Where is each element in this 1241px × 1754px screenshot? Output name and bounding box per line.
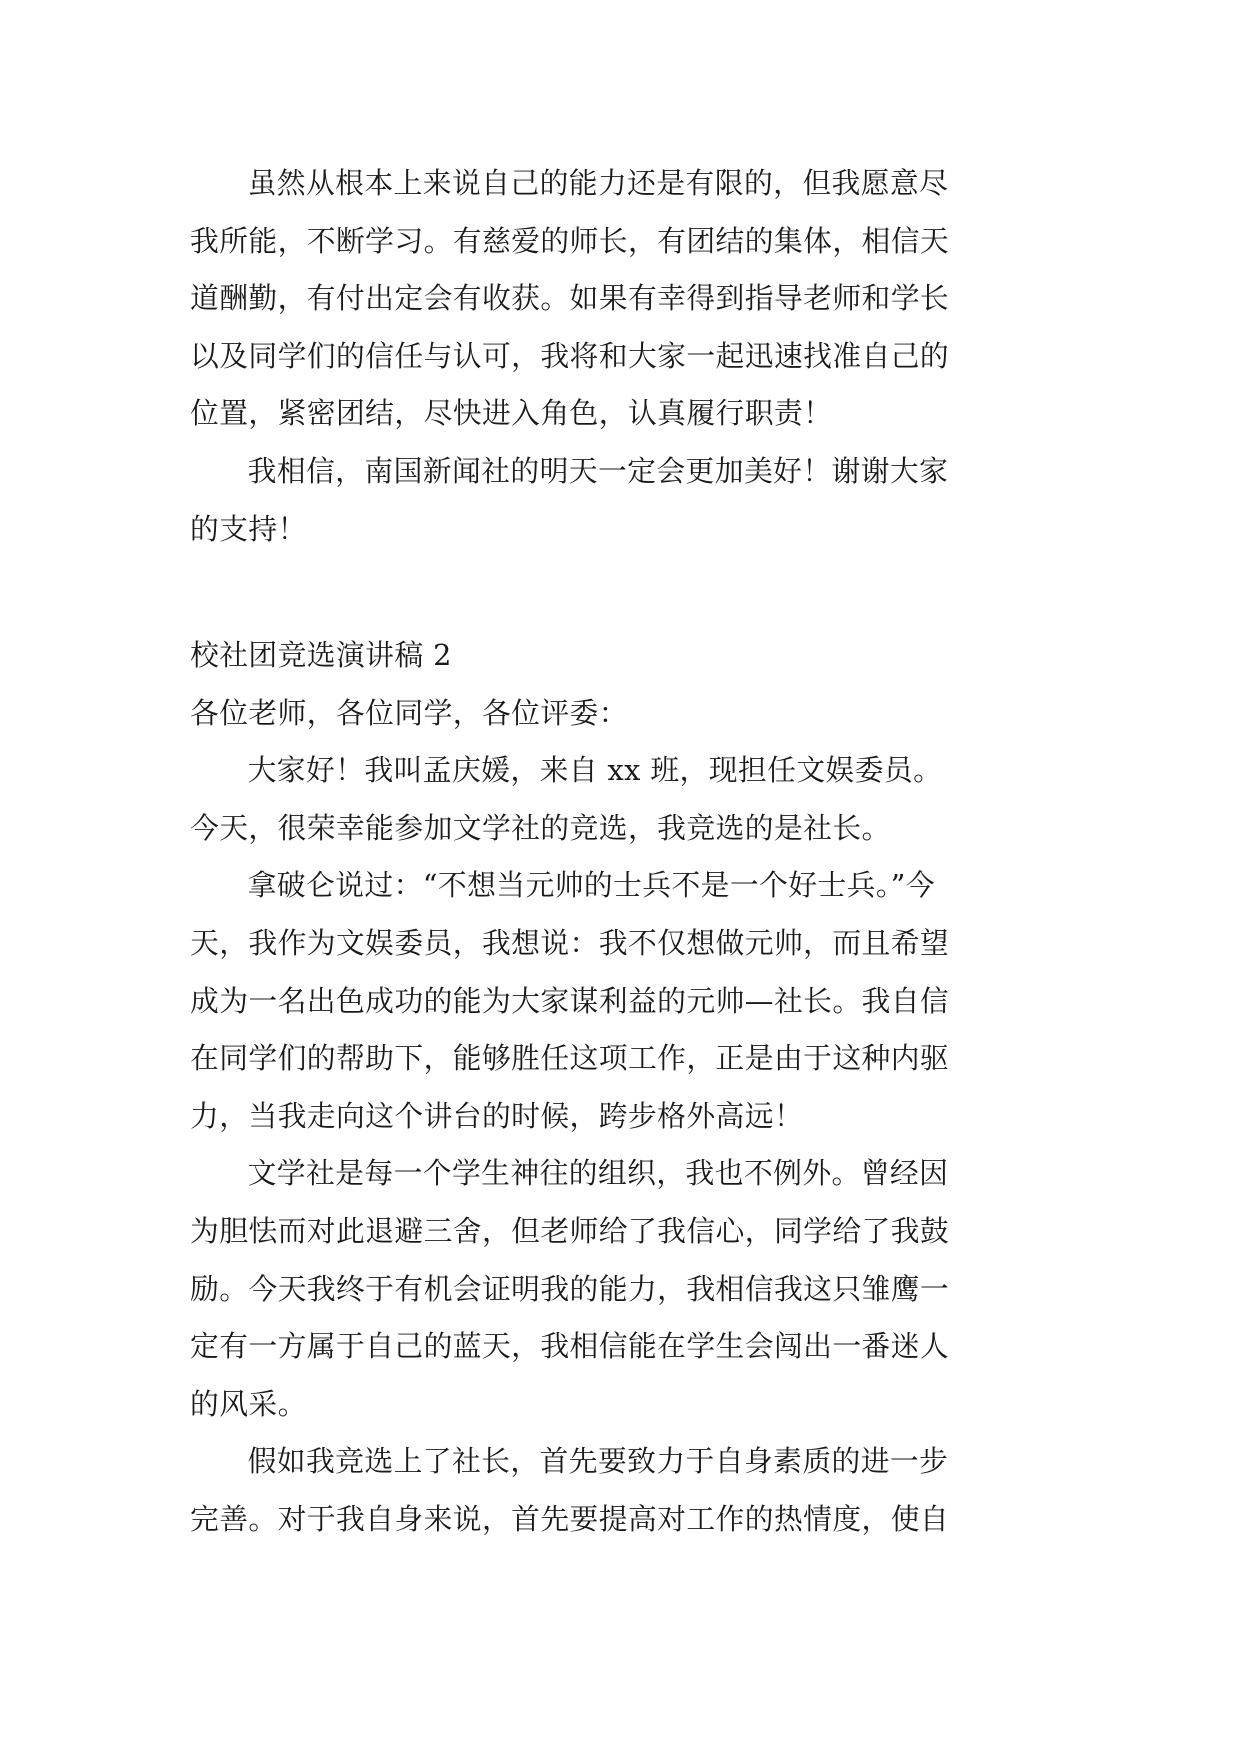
text-line: 力，当我走向这个讲台的时候，跨步格外高远！ bbox=[190, 1098, 804, 1133]
text-line: 虽然从根本上来说自己的能力还是有限的，但我愿意尽 bbox=[247, 166, 949, 200]
paragraph-napoleon-quote bbox=[190, 857, 1054, 1145]
text-line: 成为一名出色成功的能为大家谋利益的元帅—社长。我自信 bbox=[190, 983, 950, 1018]
text-line: 为胆怯而对此退避三舍，但老师给了我信心，同学给了我鼓 bbox=[190, 1213, 950, 1248]
paragraph-if-elected bbox=[190, 1433, 1054, 1548]
text-line: 我相信，南国新闻社的明天一定会更加美好！谢谢大家 bbox=[247, 453, 949, 488]
paragraph-literary-club bbox=[190, 1145, 1054, 1433]
paragraph-introduction bbox=[190, 742, 1054, 857]
text-line: 道酬勤，有付出定会有收获。如果有幸得到指导老师和学长 bbox=[190, 281, 950, 316]
text-line: 位置，紧密团结，尽快进入角色，认真履行职责！ bbox=[190, 396, 833, 431]
heading-text: 校社团竞选演讲稿 2 bbox=[190, 638, 452, 672]
text-line: 定有一方属于自己的蓝天，我相信能在学生会闯出一番迷人 bbox=[190, 1329, 950, 1364]
text-block-speech-2 bbox=[190, 627, 1054, 1549]
text-line: 大家好！我叫孟庆媛，来自 xx 班，现担任文娱委员。 bbox=[247, 753, 943, 788]
text-line: 假如我竞选上了社长，首先要致力于自身素质的进一步 bbox=[247, 1444, 949, 1479]
text-line: 文学社是每一个学生神往的组织，我也不例外。曾经因 bbox=[247, 1156, 949, 1191]
text-line: 在同学们的帮助下，能够胜任这项工作，正是由于这种内驱 bbox=[190, 1041, 950, 1076]
salutation-text: 各位老师，各位同学，各位评委： bbox=[190, 695, 628, 730]
section-heading bbox=[190, 627, 1054, 685]
paragraph-capability bbox=[190, 155, 1054, 443]
text-block-top bbox=[190, 155, 1054, 558]
text-line: 完善。对于我自身来说，首先要提高对工作的热情度，使自 bbox=[190, 1501, 950, 1536]
text-line: 以及同学们的信任与认可，我将和大家一起迅速找准自己的 bbox=[190, 338, 950, 373]
text-line: 的风采。 bbox=[190, 1386, 307, 1421]
text-line: 拿破仑说过：“不想当元帅的士兵不是一个好士兵。”今 bbox=[247, 868, 935, 903]
text-line: 今天，很荣幸能参加文学社的竞选，我竞选的是社长。 bbox=[190, 810, 891, 845]
text-line: 的支持！ bbox=[190, 511, 307, 546]
salutation bbox=[190, 685, 1054, 743]
paragraph-closing bbox=[190, 443, 1054, 558]
text-line: 励。今天我终于有机会证明我的能力，我相信我这只雏鹰一 bbox=[190, 1271, 950, 1306]
text-line: 天，我作为文娱委员，我想说：我不仅想做元帅，而且希望 bbox=[190, 925, 950, 960]
text-line: 我所能，不断学习。有慈爱的师长，有团结的集体，相信天 bbox=[190, 223, 950, 258]
